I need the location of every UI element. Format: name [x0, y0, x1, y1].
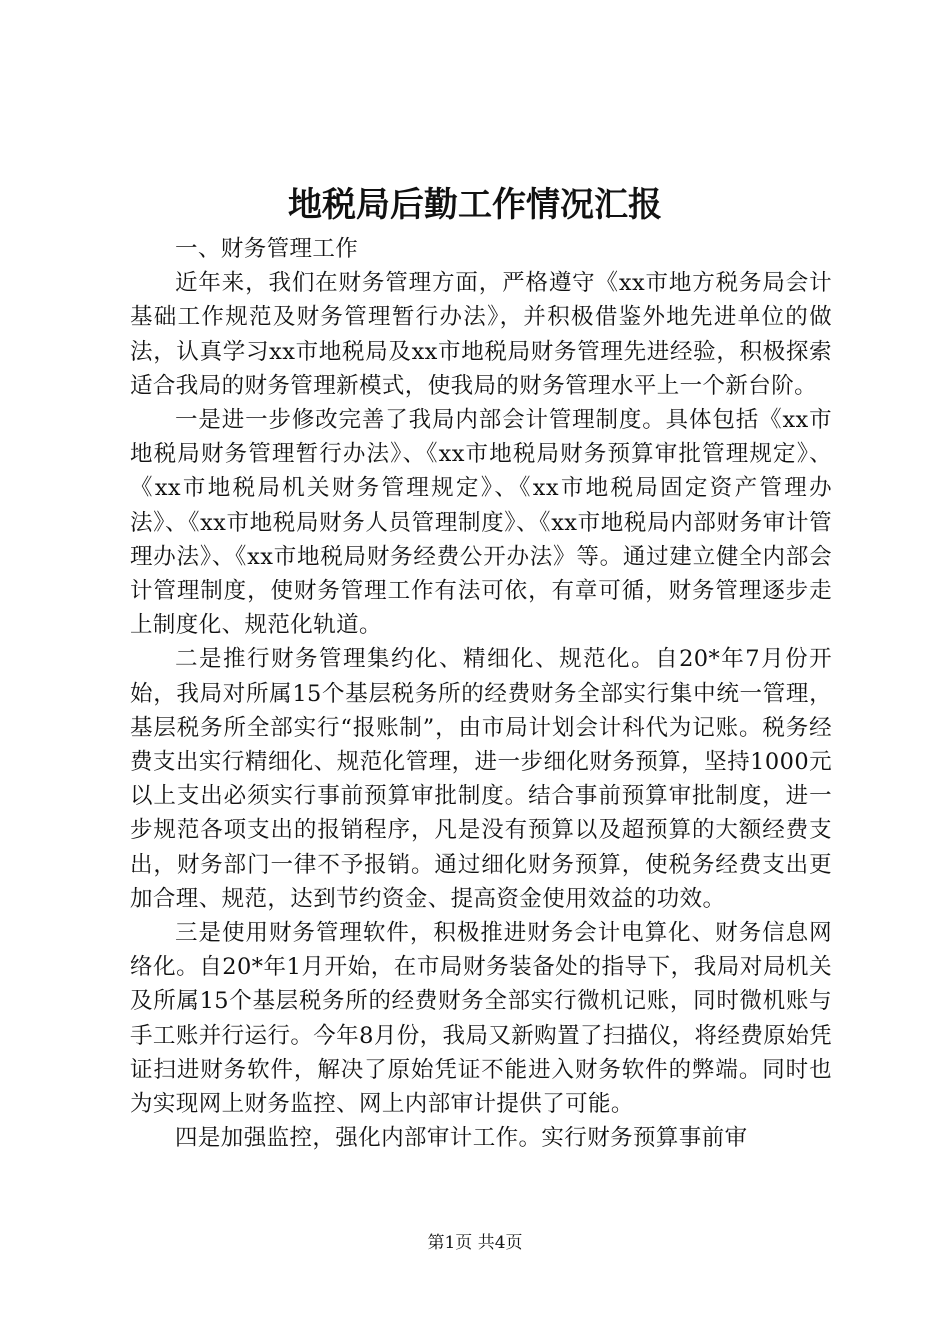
body-paragraph: 三是使用财务管理软件，积极推进财务会计电算化、财务信息网络化。自20*年1月开始，在市局财务装备处的指导下，我局对局机关及所属15个基层税务所的经费财务全部实行微机记账，同时微机账与手工账并行运行。今年8月份，我局又新购置了扫描仪，将经费原始凭证扫进财务软件，解决了原始凭证不能进入财务软件的弊端。同时也为实现网上财务监控、网上内部审计提供了可能。 — [130, 920, 832, 1118]
body-paragraph: 一是进一步修改完善了我局内部会计管理制度。具体包括《xx市地税局财务管理暂行办法》、《xx市地税局财务预算审批管理规定》、《xx市地税局机关财务管理规定》、《xx市地税局固定资产管理办法》、《xx市地税局财务人员管理制度》、《xx市地税局内部财务审计管理办法》、《xx市地税局财务经费公开办法》等。通过建立健全内部会计管理制度，使财务管理工作有法可依，有章可循，财务管理逐步走上制度化、规范化轨道。 — [130, 407, 832, 639]
page-number-footer: 第1页 共4页 — [427, 1233, 523, 1253]
document-body — [130, 232, 832, 1155]
body-paragraph: 近年来，我们在财务管理方面，严格遵守《xx市地方税务局会计基础工作规范及财务管理暂行办法》，并积极借鉴外地先进单位的做法，认真学习xx市地税局及xx市地税局财务管理先进经验，积极探索适合我局的财务管理新模式，使我局的财务管理水平上一个新台阶。 — [130, 270, 832, 399]
document-title: 地税局后勤工作情况汇报 — [288, 185, 662, 225]
section-heading: 一、财务管理工作 — [175, 236, 359, 262]
body-paragraph: 四是加强监控，强化内部审计工作。实行财务预算事前审 — [175, 1125, 748, 1152]
body-paragraph: 二是推行财务管理集约化、精细化、规范化。自20*年7月份开始，我局对所属15个基层税务所的经费财务全部实行集中统一管理，基层税务所全部实行“报账制”，由市局计划会计科代为记账。税务经费支出实行精细化、规范化管理，进一步细化财务预算，坚持1000元以上支出必须实行事前预算审批制度。结合事前预算审批制度，进一步规范各项支出的报销程序，凡是没有预算以及超预算的大额经费支出，财务部门一律不予报销。通过细化财务预算，使税务经费支出更加合理、规范，达到节约资金、提高资金使用效益的功效。 — [130, 646, 832, 912]
